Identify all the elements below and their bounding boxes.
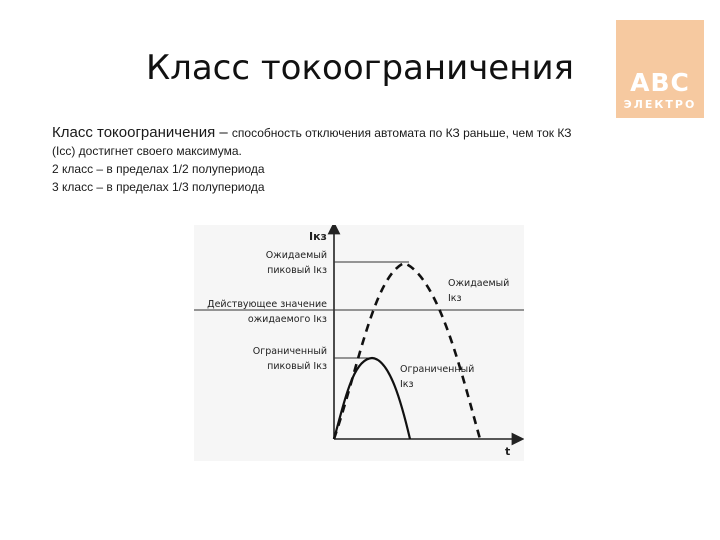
limited-curve-label-2: Iкз [400, 379, 414, 390]
definition-line-2: (Icc) достигнет своего максимума. [52, 144, 242, 158]
expected-peak-label-1: Ожидаемый [265, 250, 327, 261]
logo-sub-text: ЭЛЕКТРО [623, 98, 697, 111]
expected-current-curve [334, 263, 480, 439]
expected-curve-label-2: Iкз [448, 293, 462, 304]
limited-peak-label-1: Ограниченный [252, 346, 327, 357]
definition-term: Класс токоограничения [52, 124, 216, 141]
expected-peak-label-2: пиковый Iкз [267, 265, 327, 276]
expected-curve-label-1: Ожидаемый [448, 278, 510, 289]
definition-text-1: способность отключения автомата по КЗ раньше, чем ток КЗ [231, 126, 572, 140]
limited-curve-label-1: Ограниченный [400, 364, 475, 375]
effective-value-label-2: ожидаемого Iкз [247, 314, 327, 325]
x-axis-label: t [505, 445, 511, 458]
definition-dash: – [215, 124, 232, 141]
definition-block [52, 124, 692, 196]
definition-line-1 [52, 124, 692, 142]
class-3-line: 3 класс – в пределах 1/3 полупериода [52, 180, 265, 194]
limited-peak-label-2: пиковый Iкз [267, 361, 327, 372]
y-axis-label: Iкз [309, 230, 327, 243]
effective-value-label-1: Действующее значение [207, 299, 327, 310]
diagram-svg [194, 225, 524, 461]
limited-current-curve [334, 358, 410, 439]
class-2-line: 2 класс – в пределах 1/2 полупериода [52, 162, 265, 176]
current-limiting-diagram [194, 225, 524, 461]
logo-main-text: ABC [630, 68, 690, 97]
slide-title: Класс токоограничения [145, 48, 575, 88]
